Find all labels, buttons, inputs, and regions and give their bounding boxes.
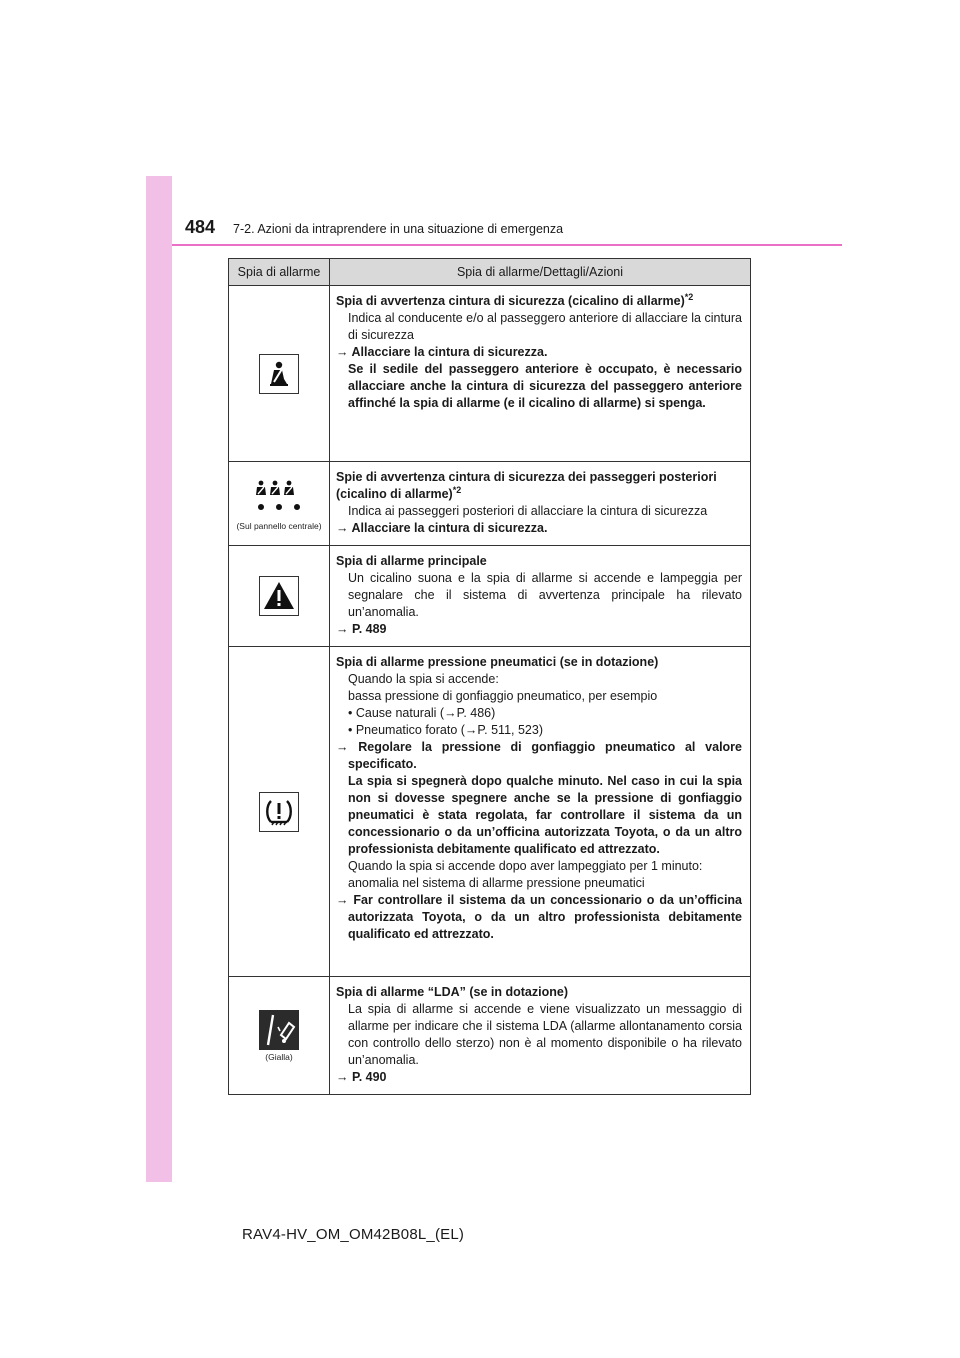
icon-cell xyxy=(229,647,330,977)
seatbelt-warning-icon xyxy=(259,354,299,394)
details-cell xyxy=(330,977,751,1095)
row-title: Spie di avvertenza cintura di sicurezza dei passeggeri posteriori (cicalino di allarme) xyxy=(336,470,717,501)
master-warning-icon xyxy=(259,576,299,616)
rear-seatbelt-warning-icon xyxy=(251,477,307,517)
column-header-light: Spia di allarme xyxy=(229,259,330,286)
row-description: anomalia nel sistema di allarme pressione pneumatici xyxy=(348,876,645,890)
page-number: 484 xyxy=(185,217,216,237)
row-action: Allacciare la cintura di sicurezza. xyxy=(351,521,548,535)
section-title: 7-2. Azioni da intraprendere in una situazione di emergenza xyxy=(233,222,564,236)
icon-cell xyxy=(229,977,330,1095)
details-cell xyxy=(330,286,751,462)
column-header-details: Spia di allarme/Dettagli/Azioni xyxy=(330,259,751,286)
row-title: Spia di allarme “LDA” (se in dotazione) xyxy=(336,985,568,999)
arrow-icon: → xyxy=(336,893,349,907)
icon-cell xyxy=(229,462,330,546)
footnote-ref: *2 xyxy=(452,484,462,495)
list-item: • Pneumatico forato (→P. 511, 523) xyxy=(348,723,543,737)
row-title: Spia di avvertenza cintura di sicurezza (cicalino di allarme) xyxy=(336,294,685,308)
footnote-ref: *2 xyxy=(684,291,694,302)
list-item: • Cause naturali (→P. 486) xyxy=(348,706,496,720)
row-action-detail: Se il sedile del passeggero anteriore è occupato, è necessario allacciare anche la cintura di sicurezza del passeggero anteriore affinché la spia di allarme (e il cicalino di allarme) si spenga. xyxy=(348,362,742,410)
arrow-icon: → xyxy=(336,740,349,754)
row-action: P. 489 xyxy=(351,622,387,636)
row-description: Quando la spia si accende: xyxy=(348,672,499,686)
table-row xyxy=(229,462,751,546)
header-divider xyxy=(172,244,842,246)
row-action: Allacciare la cintura di sicurezza. xyxy=(351,345,548,359)
details-cell xyxy=(330,647,751,977)
row-title: Spia di allarme pressione pneumatici (se in dotazione) xyxy=(336,655,659,669)
lda-warning-icon xyxy=(259,1010,299,1050)
side-tab-bar xyxy=(146,176,172,1182)
details-cell xyxy=(330,462,751,546)
details-cell xyxy=(330,546,751,647)
row-description: La spia di allarme si accende e viene visualizzato un messaggio di allarme per indicare che il sistema LDA (allarme allontanamento corsia con controllo dello sterzo) non è al momento disponibile o ha rilevato un’anomalia. xyxy=(348,1002,742,1067)
arrow-icon: → xyxy=(336,622,349,636)
icon-cell xyxy=(229,546,330,647)
row-description: Indica al conducente e/o al passeggero anteriore di allacciare la cintura di sicurezza xyxy=(348,311,742,342)
tire-pressure-warning-icon xyxy=(259,792,299,832)
row-action: P. 490 xyxy=(351,1070,387,1084)
row-description: Quando la spia si accende dopo aver lampeggiato per 1 minuto: xyxy=(348,859,703,873)
arrow-icon: → xyxy=(336,345,349,359)
row-title: Spia di allarme principale xyxy=(336,554,487,568)
row-description: Indica ai passeggeri posteriori di allacciare la cintura di sicurezza xyxy=(348,504,708,518)
table-header-row xyxy=(229,259,751,286)
row-action: Far controllare il sistema da un concessionario o da un’officina autorizzata Toyota, o da un altro professionista debitamente qualificato ed attrezzato. xyxy=(348,893,742,941)
arrow-icon: → xyxy=(336,1070,349,1084)
row-description: Un cicalino suona e la spia di allarme si accende e lampeggia per segnalare che il sistema di avvertenza principale ha rilevato un’anomalia. xyxy=(348,571,742,619)
table-row xyxy=(229,647,751,977)
icon-caption: (Gialla) xyxy=(265,1051,293,1062)
table-row xyxy=(229,286,751,462)
arrow-icon: → xyxy=(336,521,349,535)
table-row xyxy=(229,977,751,1095)
icon-caption: (Sul pannello centrale) xyxy=(236,520,322,531)
row-action: Regolare la pressione di gonfiaggio pneumatico al valore specificato. xyxy=(348,740,742,771)
warning-light-table xyxy=(228,258,751,1095)
table-row xyxy=(229,546,751,647)
row-action-detail: La spia si spegnerà dopo qualche minuto. Nel caso in cui la spia non si dovesse spegnere anche se la pressione di gonfiaggio pneumatici è stata regolata, far controllare il sistema da un concessionario o da un’officina autorizzata Toyota, o da un altro professionista debitamente qualificato ed attrezzato. xyxy=(348,774,742,856)
document-code: RAV4-HV_OM_OM42B08L_(EL) xyxy=(242,1226,465,1243)
row-description: bassa pressione di gonfiaggio pneumatico, per esempio xyxy=(348,689,658,703)
icon-cell xyxy=(229,286,330,462)
